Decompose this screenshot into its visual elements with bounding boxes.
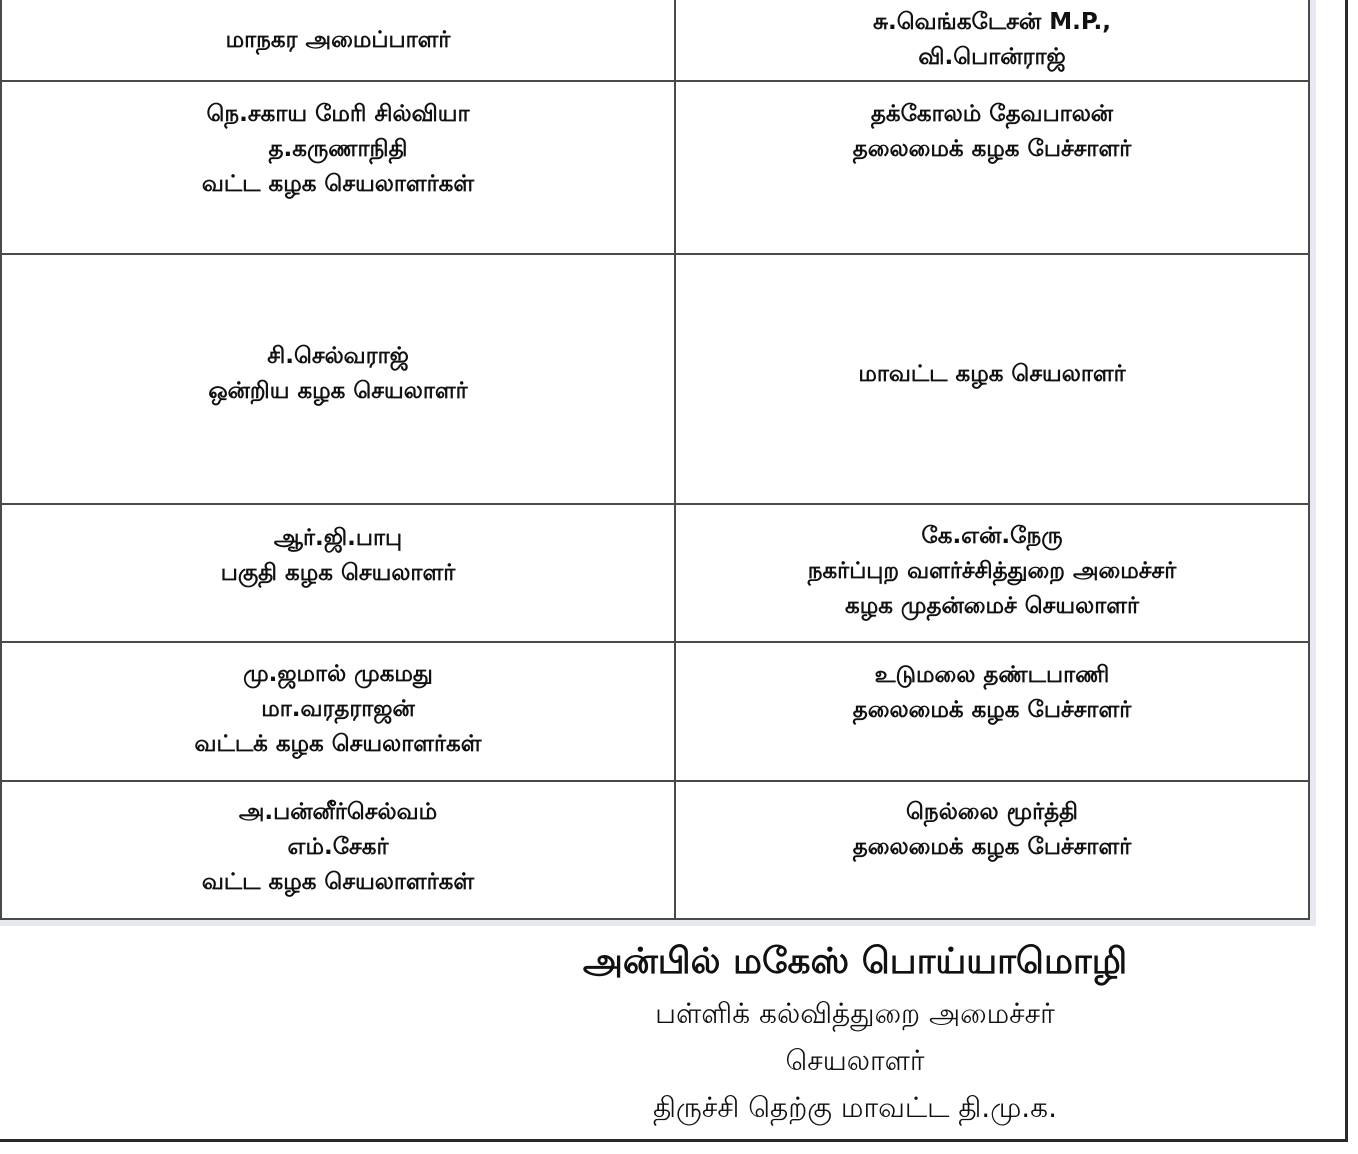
table-cell-right bbox=[675, 642, 1309, 781]
signature-block bbox=[400, 934, 1310, 1131]
signatory-role: செயலாளர் bbox=[785, 1044, 925, 1077]
table-row bbox=[1, 504, 1309, 642]
table-cell-right bbox=[675, 81, 1309, 254]
cell-line: கழக முதன்மைச் செயலாளர் bbox=[844, 592, 1139, 619]
table-cell-left bbox=[1, 504, 675, 642]
table-cell-right bbox=[675, 504, 1309, 642]
cell-line: தலைமைக் கழக பேச்சாளர் bbox=[852, 135, 1132, 162]
cell-line: வி.பொன்ராஜ் bbox=[918, 44, 1066, 70]
cell-line: மு.ஜமால் முகமது bbox=[243, 661, 433, 687]
table-cell-left bbox=[1, 81, 675, 254]
signatory-title: பள்ளிக் கல்வித்துறை அமைச்சர் bbox=[655, 997, 1055, 1030]
cell-line: வட்ட கழக செயலாளர்கள் bbox=[201, 868, 475, 895]
cell-line: தக்கோலம் தேவபாலன் bbox=[870, 100, 1114, 127]
cell-line: நகர்ப்புற வளர்ச்சித்துறை அமைச்சர் bbox=[807, 557, 1177, 584]
table-row bbox=[1, 254, 1309, 504]
cell-line: தலைமைக் கழக பேச்சாளர் bbox=[852, 834, 1132, 860]
cell-line: ஆர்.ஜி.பாபு bbox=[273, 525, 403, 551]
table-cell-right bbox=[675, 254, 1309, 504]
table-row bbox=[1, 0, 1309, 81]
cell-line: அ.பன்னீர்செல்வம் bbox=[238, 798, 438, 825]
cell-line: மாநகர அமைப்பாளர் bbox=[225, 26, 451, 53]
signatory-name: அன்பில் மகேஸ் பொய்யாமொழி bbox=[582, 941, 1128, 982]
cell-line: வட்டக் கழக செயலாளர்கள் bbox=[194, 731, 482, 757]
table-cell-right bbox=[675, 781, 1309, 919]
cell-line: பகுதி கழக செயலாளர் bbox=[220, 560, 456, 586]
cell-line: தலைமைக் கழக பேச்சாளர் bbox=[852, 696, 1132, 723]
cell-line: சி.செல்வராஜ் bbox=[267, 343, 409, 369]
table-cell-left bbox=[1, 0, 675, 81]
cell-line: எம்.சேகர் bbox=[287, 833, 389, 860]
cell-line: கே.என்.நேரு bbox=[921, 522, 1063, 549]
table-row bbox=[1, 781, 1309, 919]
signatory-district: திருச்சி தெற்கு மாவட்ட தி.மு.க. bbox=[652, 1091, 1057, 1124]
table-row bbox=[1, 642, 1309, 781]
cell-line: உடுமலை தண்டபாணி bbox=[874, 661, 1110, 688]
table-row bbox=[1, 81, 1309, 254]
table-cell-right bbox=[675, 0, 1309, 81]
cell-line: த.கருணாநிதி bbox=[268, 136, 408, 162]
cell-line: மா.வரதராஜன் bbox=[261, 696, 415, 722]
cell-line: நெல்லை மூர்த்தி bbox=[906, 799, 1078, 825]
cell-line: நெ.சகாய மேரி சில்வியா bbox=[206, 101, 470, 127]
table-cell-left bbox=[1, 642, 675, 781]
cell-line: சு.வெங்கடேசன் M.P., bbox=[873, 9, 1111, 35]
cell-line: வட்ட கழக செயலாளர்கள் bbox=[201, 171, 475, 197]
table-cell-left bbox=[1, 254, 675, 504]
cell-line: மாவட்ட கழக செயலாளர் bbox=[858, 360, 1126, 387]
table-cell-left bbox=[1, 781, 675, 919]
cell-line: ஒன்றிய கழக செயலாளர் bbox=[208, 378, 468, 404]
